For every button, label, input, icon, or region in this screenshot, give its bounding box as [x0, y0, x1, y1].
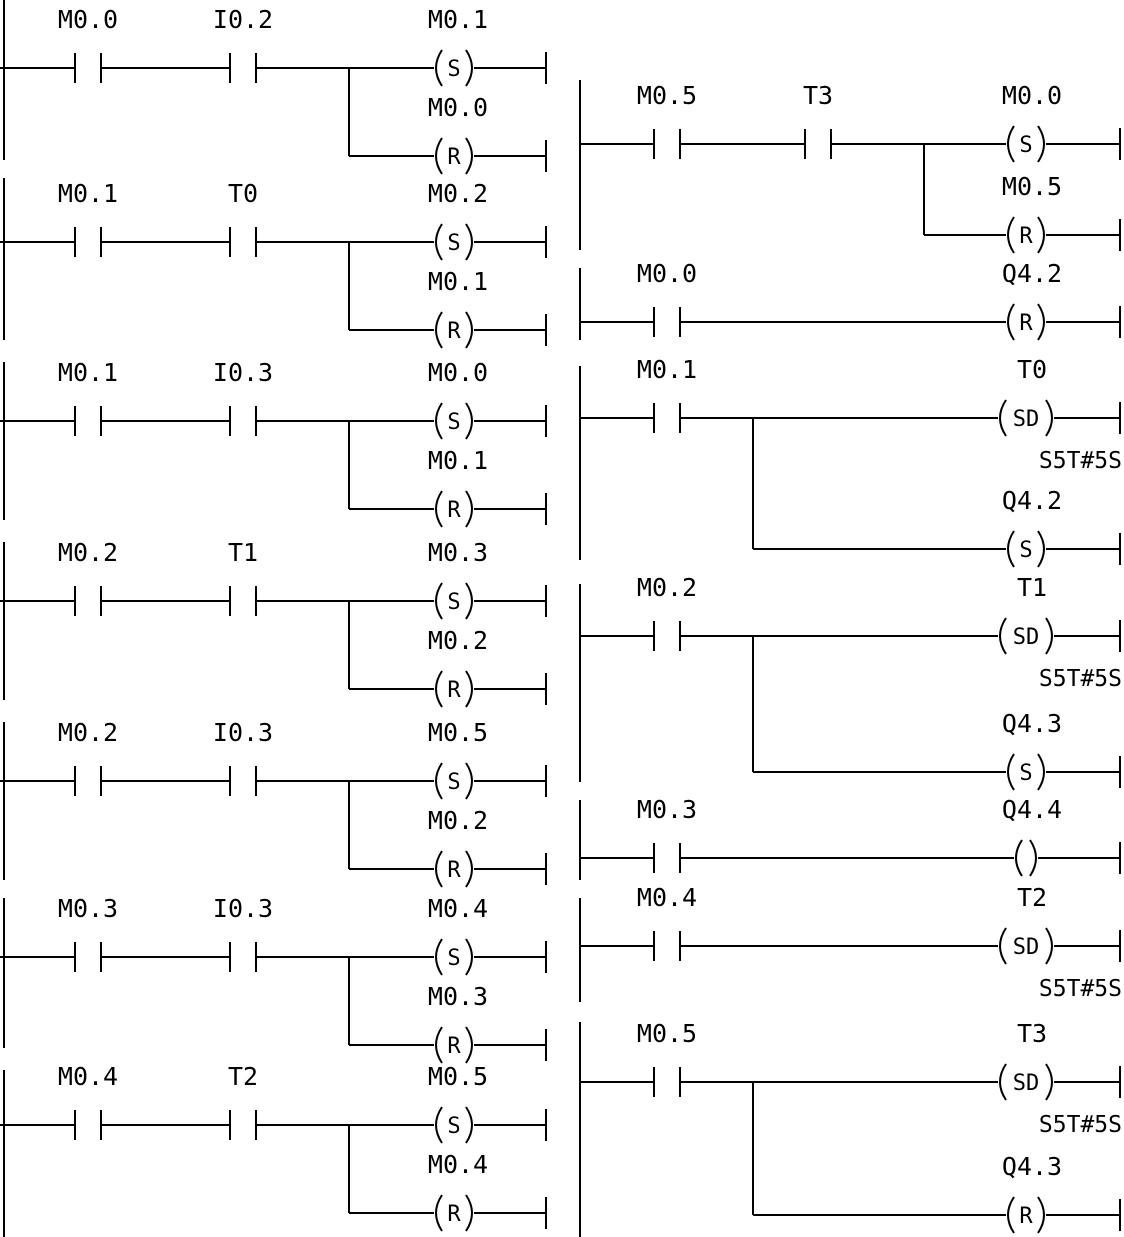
coil-paren-left — [1000, 928, 1006, 964]
coil-paren-left — [436, 763, 442, 799]
coil-symbol — [428, 5, 488, 86]
coil-paren-left — [436, 1027, 442, 1063]
coil-address-label: M0.2 — [427, 626, 489, 655]
coil-symbol — [428, 982, 488, 1063]
coil-paren-left — [436, 403, 442, 439]
coil-type-label: SD — [1012, 1071, 1040, 1096]
coil-paren-left — [436, 1195, 442, 1231]
coil-type-label: S — [447, 57, 461, 82]
coil-type-label: S — [447, 231, 461, 256]
coil-paren-right — [1046, 928, 1052, 964]
coil-address-label: M0.3 — [427, 538, 489, 567]
contact-symbol — [213, 718, 273, 796]
timer-preset-label: S5T#5S — [1038, 976, 1122, 1002]
rung-right-6 — [580, 883, 1122, 1002]
rung-right-5 — [580, 795, 1120, 880]
coil-paren-left — [436, 224, 442, 260]
coil-paren-left — [1000, 400, 1006, 436]
contact-label: M0.5 — [636, 81, 698, 110]
contact-symbol — [637, 81, 697, 159]
contact-symbol — [228, 1062, 258, 1140]
coil-paren-left — [1008, 754, 1014, 790]
coil-address-label: M0.5 — [427, 718, 489, 747]
coil-symbol — [428, 358, 488, 439]
contact-symbol — [637, 795, 697, 873]
coil-address-label: M0.4 — [427, 1150, 489, 1179]
contact-label: M0.1 — [57, 179, 119, 208]
coil-paren-right — [1046, 618, 1052, 654]
coil-type-label: R — [1019, 1204, 1033, 1229]
coil-paren-right — [466, 403, 472, 439]
timer-preset-label: S5T#5S — [1038, 1112, 1122, 1138]
contact-label: M0.1 — [57, 358, 119, 387]
coil-paren-left — [436, 939, 442, 975]
rung-right-2 — [580, 259, 1120, 340]
coil-address-label: Q4.4 — [1001, 795, 1063, 824]
coil-type-label: SD — [1012, 407, 1040, 432]
rung-left-4 — [0, 538, 546, 707]
coil-paren-right — [466, 491, 472, 527]
coil-paren-left — [1008, 304, 1014, 340]
coil-paren-right — [1038, 304, 1044, 340]
contact-label: M0.4 — [636, 883, 698, 912]
coil-type-label: S — [447, 410, 461, 435]
rung-left-5 — [0, 718, 546, 887]
coil-type-label: SD — [1012, 625, 1040, 650]
contact-label: T0 — [227, 179, 259, 208]
coil-address-label: T3 — [1016, 1019, 1048, 1048]
contact-label: M0.3 — [57, 894, 119, 923]
coil-symbol — [1000, 883, 1122, 1002]
rung-right-1 — [580, 80, 1120, 253]
coil-symbol — [428, 538, 488, 619]
coil-paren-right — [466, 763, 472, 799]
contact-symbol — [637, 355, 697, 433]
coil-paren-left — [1008, 126, 1014, 162]
contact-symbol — [213, 894, 273, 972]
contact-symbol — [58, 538, 118, 616]
coil-paren-right — [1038, 126, 1044, 162]
contact-symbol — [58, 358, 118, 436]
coil-paren-left — [436, 1107, 442, 1143]
coil-paren-right — [1030, 840, 1036, 876]
coil-type-label: R — [447, 1202, 461, 1227]
contact-label: M0.0 — [636, 259, 698, 288]
coil-paren-left — [436, 491, 442, 527]
coil-address-label: M0.5 — [1001, 172, 1063, 201]
coil-symbol — [428, 267, 488, 348]
coil-paren-right — [466, 1195, 472, 1231]
coil-type-label: R — [447, 319, 461, 344]
coil-symbol — [428, 446, 488, 527]
contact-symbol — [228, 179, 258, 257]
contact-symbol — [58, 1062, 118, 1140]
rung-left-7 — [0, 1062, 546, 1237]
contact-symbol — [58, 718, 118, 796]
coil-paren-right — [466, 1107, 472, 1143]
coil-address-label: T2 — [1016, 883, 1048, 912]
coil-symbol — [1002, 709, 1062, 790]
coil-paren-left — [436, 138, 442, 174]
coil-type-label: S — [447, 590, 461, 615]
coil-address-label: Q4.3 — [1001, 709, 1063, 738]
coil-paren-left — [436, 312, 442, 348]
contact-label: M0.0 — [57, 5, 119, 34]
coil-paren-left — [1000, 618, 1006, 654]
coil-type-label: S — [447, 946, 461, 971]
rung-right-7 — [580, 1019, 1122, 1237]
coil-paren-right — [466, 138, 472, 174]
timer-preset-label: S5T#5S — [1038, 666, 1122, 692]
coil-symbol — [428, 93, 488, 174]
contact-symbol — [637, 1019, 697, 1097]
contact-symbol — [803, 81, 833, 159]
coil-address-label: Q4.2 — [1001, 259, 1063, 288]
contact-symbol — [213, 358, 273, 436]
contact-label: I0.3 — [212, 894, 274, 923]
coil-paren-right — [1038, 217, 1044, 253]
coil-address-label: M0.0 — [427, 93, 489, 122]
contact-label: I0.3 — [212, 358, 274, 387]
coil-symbol — [1000, 355, 1122, 474]
coil-paren-right — [1038, 531, 1044, 567]
coil-symbol — [1002, 259, 1062, 340]
coil-address-label: M0.0 — [1001, 81, 1063, 110]
coil-paren-right — [466, 851, 472, 887]
coil-type-label: R — [447, 678, 461, 703]
coil-paren-left — [1008, 1197, 1014, 1233]
coil-symbol — [1002, 172, 1062, 253]
contact-label: M0.5 — [636, 1019, 698, 1048]
coil-paren-right — [1046, 1064, 1052, 1100]
coil-type-label: S — [447, 1114, 461, 1139]
contact-symbol — [637, 259, 697, 337]
coil-address-label: M0.1 — [427, 267, 489, 296]
coil-address-label: T1 — [1016, 573, 1048, 602]
coil-type-label: R — [447, 858, 461, 883]
coil-type-label: R — [447, 1034, 461, 1059]
coil-symbol — [1002, 81, 1062, 162]
coil-type-label: S — [1019, 761, 1033, 786]
coil-type-label: S — [1019, 538, 1033, 563]
rung-left-1 — [0, 0, 546, 174]
contact-symbol — [228, 538, 258, 616]
coil-paren-left — [1008, 217, 1014, 253]
rung-right-4 — [580, 573, 1122, 790]
contact-symbol — [58, 5, 118, 83]
coil-type-label: S — [447, 770, 461, 795]
coil-paren-right — [466, 224, 472, 260]
coil-paren-left — [1000, 1064, 1006, 1100]
coil-paren-right — [466, 50, 472, 86]
coil-paren-left — [1016, 840, 1022, 876]
coil-symbol — [1002, 795, 1062, 876]
coil-symbol — [428, 626, 488, 707]
coil-address-label: M0.5 — [427, 1062, 489, 1091]
contact-label: M0.2 — [636, 573, 698, 602]
coil-type-label: R — [447, 498, 461, 523]
coil-paren-left — [436, 851, 442, 887]
coil-address-label: M0.0 — [427, 358, 489, 387]
rung-right-3 — [580, 355, 1122, 567]
coil-type-label: R — [1019, 311, 1033, 336]
coil-symbol — [1000, 573, 1122, 692]
coil-address-label: M0.2 — [427, 179, 489, 208]
timer-preset-label: S5T#5S — [1038, 448, 1122, 474]
rung-left-3 — [0, 358, 546, 527]
coil-symbol — [428, 718, 488, 799]
coil-paren-right — [1046, 400, 1052, 436]
coil-symbol — [428, 1062, 488, 1143]
coil-address-label: M0.1 — [427, 5, 489, 34]
coil-address-label: M0.4 — [427, 894, 489, 923]
coil-address-label: M0.2 — [427, 806, 489, 835]
coil-paren-right — [466, 583, 472, 619]
coil-address-label: M0.3 — [427, 982, 489, 1011]
contact-label: M0.2 — [57, 538, 119, 567]
coil-paren-right — [466, 671, 472, 707]
contact-symbol — [213, 5, 273, 83]
contact-label: M0.1 — [636, 355, 698, 384]
coil-address-label: M0.1 — [427, 446, 489, 475]
coil-type-label: S — [1019, 133, 1033, 158]
contact-label: I0.2 — [212, 5, 274, 34]
coil-address-label: Q4.3 — [1001, 1152, 1063, 1181]
coil-symbol — [1002, 486, 1062, 567]
coil-paren-left — [436, 671, 442, 707]
coil-paren-left — [436, 50, 442, 86]
coil-symbol — [428, 1150, 488, 1231]
coil-paren-right — [1038, 754, 1044, 790]
coil-paren-left — [1008, 531, 1014, 567]
contact-symbol — [58, 894, 118, 972]
contact-symbol — [637, 573, 697, 651]
coil-paren-left — [436, 583, 442, 619]
contact-label: M0.2 — [57, 718, 119, 747]
coil-symbol — [428, 806, 488, 887]
contact-symbol — [637, 883, 697, 961]
contact-label: M0.3 — [636, 795, 698, 824]
coil-paren-right — [466, 939, 472, 975]
coil-paren-right — [1038, 1197, 1044, 1233]
contact-label: T2 — [227, 1062, 259, 1091]
coil-symbol — [1002, 1152, 1062, 1233]
contact-label: T3 — [802, 81, 834, 110]
coil-type-label: SD — [1012, 935, 1040, 960]
coil-symbol — [428, 894, 488, 975]
coil-paren-right — [466, 312, 472, 348]
contact-label: T1 — [227, 538, 259, 567]
coil-type-label: R — [1019, 224, 1033, 249]
coil-address-label: Q4.2 — [1001, 486, 1063, 515]
coil-type-label: R — [447, 145, 461, 170]
coil-symbol — [428, 179, 488, 260]
coil-address-label: T0 — [1016, 355, 1048, 384]
contact-label: I0.3 — [212, 718, 274, 747]
coil-symbol — [1000, 1019, 1122, 1138]
contact-label: M0.4 — [57, 1062, 119, 1091]
coil-paren-right — [466, 1027, 472, 1063]
rung-left-2 — [0, 178, 546, 348]
contact-symbol — [58, 179, 118, 257]
rung-left-6 — [0, 894, 546, 1063]
